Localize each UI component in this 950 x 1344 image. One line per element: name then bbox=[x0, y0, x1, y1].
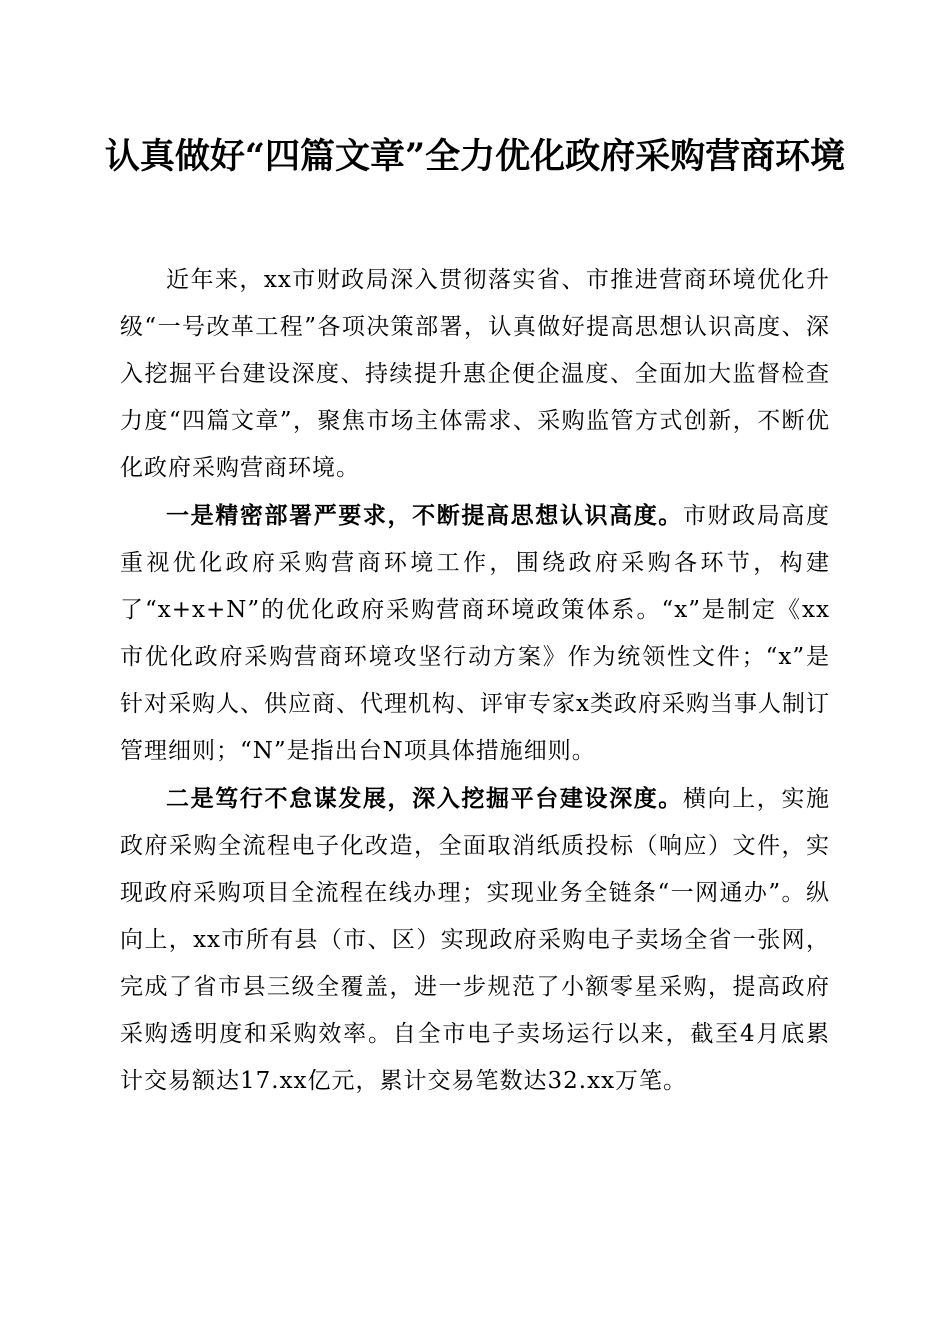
paragraph-section-2 bbox=[120, 775, 830, 1105]
paragraph-text: 市财政局高度重视优化政府采购营商环境工作，围绕政府采购各环节，构建了“x+x+N”的优化政府采购营商环境政策体系。“x”是制定《xx市优化政府采购营商环境攻坚行动方案》作为统领性文件；“x”是针对采购人、供应商、代理机构、评审专家x类政府采购当事人制订管理细则；“N”是指出台N项具体措施细则。 bbox=[120, 503, 831, 764]
paragraph-intro bbox=[120, 256, 830, 492]
paragraph-section-1 bbox=[120, 492, 830, 775]
paragraph-text: 横向上，实施政府采购全流程电子化改造，全面取消纸质投标（响应）文件，实现政府采购项目全流程在线办理；实现业务全链条“一网通办”。纵向上，xx市所有县（市、区）实现政府采购电子卖场全省一张网，完成了省市县三级全覆盖，进一步规范了小额零星采购，提高政府采购透明度和采购效率。自全市电子卖场运行以来，截至4月底累计交易额达17.xx亿元，累计交易笔数达32.xx万笔。 bbox=[120, 786, 831, 1094]
paragraph-text: 近年来，xx市财政局深入贯彻落实省、市推进营商环境优化升级“一号改革工程”各项决策部署，认真做好提高思想认识高度、深入挖掘平台建设深度、持续提升惠企便企温度、全面加大监督检查力度“四篇文章”，聚焦市场主体需求、采购监管方式创新，不断优化政府采购营商环境。 bbox=[120, 267, 830, 481]
document-body bbox=[120, 256, 830, 1105]
paragraph-lead: 二是笃行不怠谋发展，深入挖掘平台建设深度。 bbox=[166, 785, 683, 812]
document-title: 认真做好“四篇文章”全力优化政府采购营商环境 bbox=[104, 136, 846, 177]
paragraph-lead: 一是精密部署严要求，不断提高思想认识高度。 bbox=[166, 502, 683, 529]
